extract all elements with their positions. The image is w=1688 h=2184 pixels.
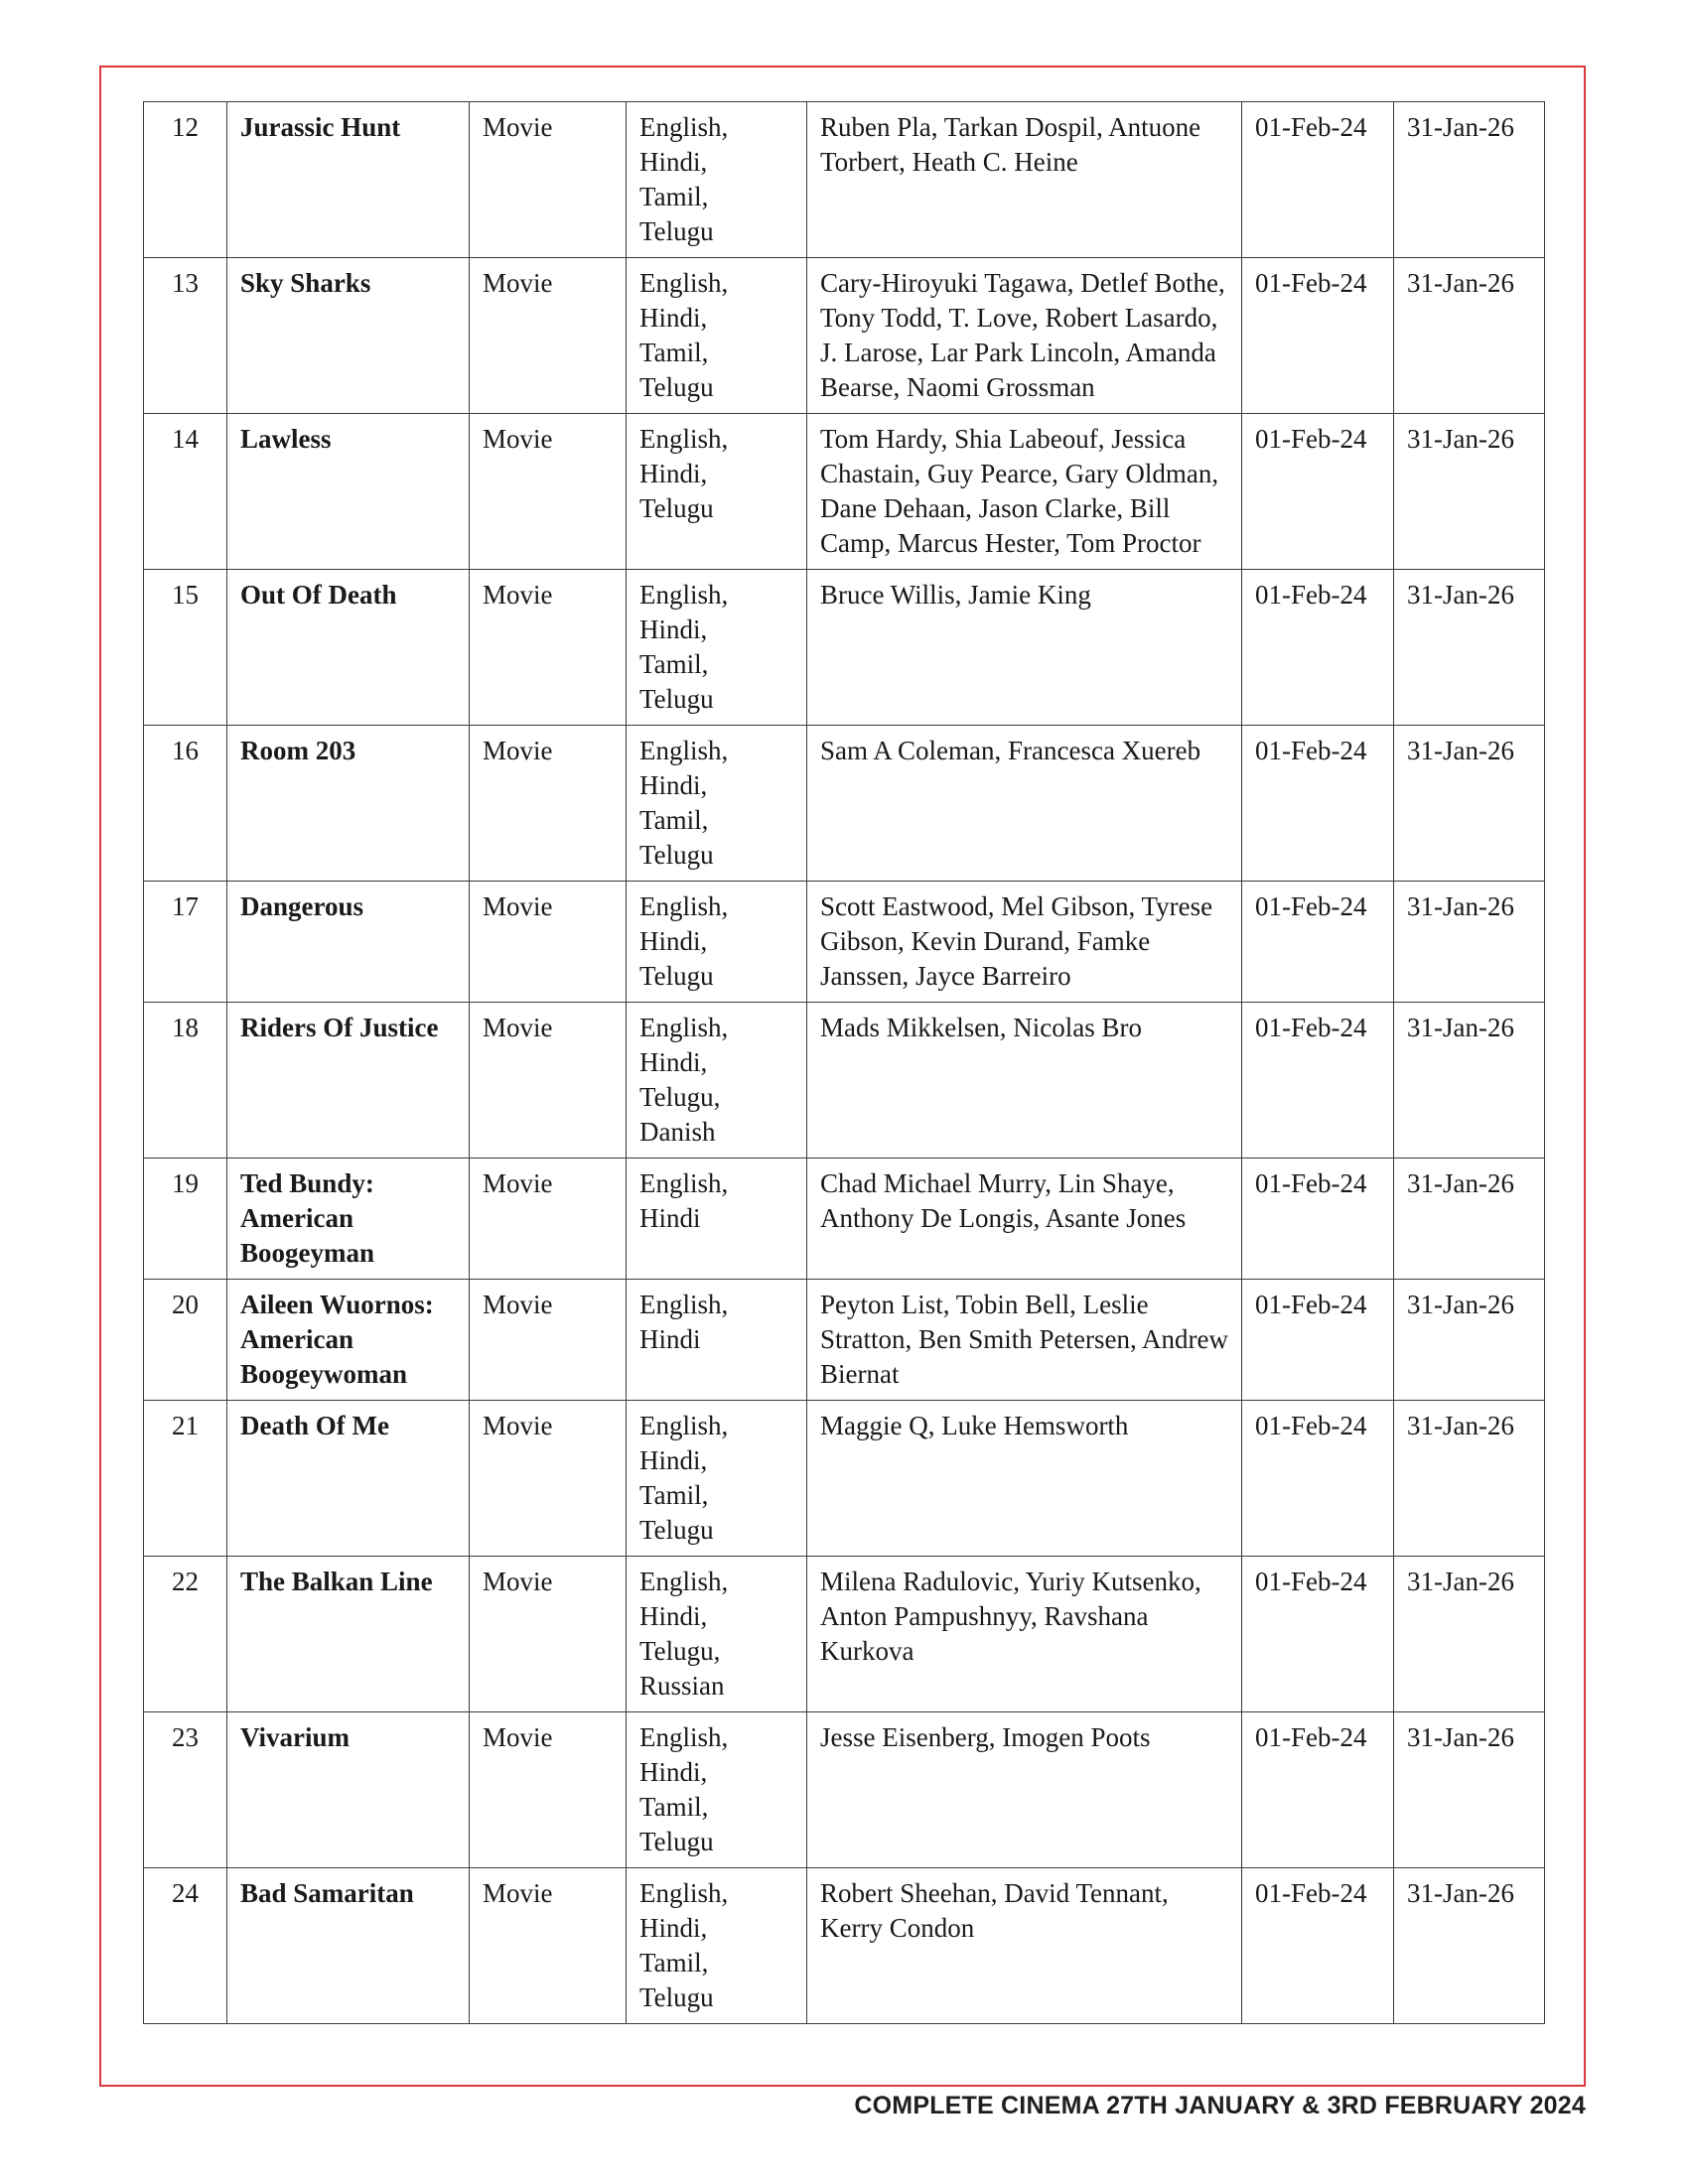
serial-number-cell: 21 — [144, 1401, 227, 1557]
serial-number-cell: 14 — [144, 414, 227, 570]
languages-cell — [627, 882, 807, 1003]
start-date-cell: 01-Feb-24 — [1242, 414, 1394, 570]
language-line: English, — [639, 1290, 729, 1319]
title-cell: Vivarium — [227, 1712, 470, 1868]
language-line: English, — [639, 580, 729, 610]
language-line: Telugu — [639, 372, 714, 402]
languages-cell — [627, 726, 807, 882]
language-line: English, — [639, 1722, 729, 1752]
start-date-cell: 01-Feb-24 — [1242, 726, 1394, 882]
title-cell: Jurassic Hunt — [227, 102, 470, 258]
cast-cell: Robert Sheehan, David Tennant, Kerry Condon — [807, 1868, 1242, 2024]
language-line: English, — [639, 736, 729, 765]
languages-cell — [627, 1280, 807, 1401]
language-line: Telugu — [639, 216, 714, 246]
type-cell: Movie — [470, 1712, 627, 1868]
title-cell: Death Of Me — [227, 1401, 470, 1557]
table-row — [144, 102, 1545, 258]
language-line: English, — [639, 1878, 729, 1908]
language-line: Hindi, — [639, 303, 708, 333]
serial-number-cell: 13 — [144, 258, 227, 414]
end-date-cell: 31-Jan-26 — [1394, 258, 1545, 414]
language-line: English, — [639, 1411, 729, 1440]
table-row — [144, 726, 1545, 882]
language-line: English, — [639, 891, 729, 921]
languages-cell — [627, 414, 807, 570]
title-cell: Out Of Death — [227, 570, 470, 726]
language-line: Telugu, — [639, 1636, 721, 1666]
languages-cell — [627, 258, 807, 414]
title-cell: Bad Samaritan — [227, 1868, 470, 2024]
end-date-cell: 31-Jan-26 — [1394, 1712, 1545, 1868]
cast-cell: Milena Radulovic, Yuriy Kutsenko, Anton Pampushnyy, Ravshana Kurkova — [807, 1557, 1242, 1712]
end-date-cell: 31-Jan-26 — [1394, 102, 1545, 258]
cast-cell: Bruce Willis, Jamie King — [807, 570, 1242, 726]
table-row — [144, 1280, 1545, 1401]
title-cell: Dangerous — [227, 882, 470, 1003]
start-date-cell: 01-Feb-24 — [1242, 102, 1394, 258]
cast-cell: Peyton List, Tobin Bell, Leslie Stratton, Ben Smith Petersen, Andrew Biernat — [807, 1280, 1242, 1401]
table-row — [144, 1868, 1545, 2024]
language-line: Telugu — [639, 961, 714, 991]
cast-cell: Ruben Pla, Tarkan Dospil, Antuone Torbert, Heath C. Heine — [807, 102, 1242, 258]
languages-cell — [627, 1868, 807, 2024]
language-line: Hindi, — [639, 459, 708, 488]
languages-cell — [627, 1401, 807, 1557]
serial-number-cell: 23 — [144, 1712, 227, 1868]
language-line: Hindi, — [639, 1601, 708, 1631]
content-listing-table — [143, 101, 1545, 2024]
language-line: Tamil, — [639, 649, 709, 679]
end-date-cell: 31-Jan-26 — [1394, 414, 1545, 570]
end-date-cell: 31-Jan-26 — [1394, 1401, 1545, 1557]
table-row — [144, 1401, 1545, 1557]
language-line: Hindi, — [639, 1445, 708, 1475]
serial-number-cell: 20 — [144, 1280, 227, 1401]
language-line: Tamil, — [639, 182, 709, 211]
end-date-cell: 31-Jan-26 — [1394, 1868, 1545, 2024]
serial-number-cell: 18 — [144, 1003, 227, 1159]
end-date-cell: 31-Jan-26 — [1394, 1557, 1545, 1712]
start-date-cell: 01-Feb-24 — [1242, 1557, 1394, 1712]
language-line: Hindi, — [639, 770, 708, 800]
language-line: English, — [639, 112, 729, 142]
table-row — [144, 882, 1545, 1003]
type-cell: Movie — [470, 1159, 627, 1280]
start-date-cell: 01-Feb-24 — [1242, 258, 1394, 414]
start-date-cell: 01-Feb-24 — [1242, 1401, 1394, 1557]
type-cell: Movie — [470, 1557, 627, 1712]
type-cell: Movie — [470, 570, 627, 726]
end-date-cell: 31-Jan-26 — [1394, 1280, 1545, 1401]
cast-cell: Cary-Hiroyuki Tagawa, Detlef Bothe, Tony Todd, T. Love, Robert Lasardo, J. Larose, Lar Park Lincoln, Amanda Bearse, Naomi Grossman — [807, 258, 1242, 414]
title-cell: Riders Of Justice — [227, 1003, 470, 1159]
start-date-cell: 01-Feb-24 — [1242, 1003, 1394, 1159]
serial-number-cell: 17 — [144, 882, 227, 1003]
language-line: Telugu — [639, 493, 714, 523]
language-line: Hindi, — [639, 147, 708, 177]
serial-number-cell: 19 — [144, 1159, 227, 1280]
language-line: Telugu — [639, 1827, 714, 1856]
cast-cell: Sam A Coleman, Francesca Xuereb — [807, 726, 1242, 882]
start-date-cell: 01-Feb-24 — [1242, 570, 1394, 726]
end-date-cell: 31-Jan-26 — [1394, 1159, 1545, 1280]
cast-cell: Tom Hardy, Shia Labeouf, Jessica Chastain, Guy Pearce, Gary Oldman, Dane Dehaan, Jason Clarke, Bill Camp, Marcus Hester, Tom Proctor — [807, 414, 1242, 570]
table-row — [144, 1557, 1545, 1712]
title-cell: Aileen Wuornos: American Boogeywoman — [227, 1280, 470, 1401]
title-cell: The Balkan Line — [227, 1557, 470, 1712]
title-cell: Lawless — [227, 414, 470, 570]
languages-cell — [627, 570, 807, 726]
languages-cell — [627, 1557, 807, 1712]
cast-cell: Maggie Q, Luke Hemsworth — [807, 1401, 1242, 1557]
title-cell: Sky Sharks — [227, 258, 470, 414]
serial-number-cell: 12 — [144, 102, 227, 258]
start-date-cell: 01-Feb-24 — [1242, 1159, 1394, 1280]
start-date-cell: 01-Feb-24 — [1242, 1712, 1394, 1868]
language-line: Danish — [639, 1117, 716, 1147]
type-cell: Movie — [470, 1003, 627, 1159]
type-cell: Movie — [470, 1868, 627, 2024]
serial-number-cell: 22 — [144, 1557, 227, 1712]
end-date-cell: 31-Jan-26 — [1394, 570, 1545, 726]
footer-title: COMPLETE CINEMA 27TH JANUARY & 3RD FEBRUARY 2024 — [854, 2092, 1586, 2119]
cast-cell: Mads Mikkelsen, Nicolas Bro — [807, 1003, 1242, 1159]
language-line: English, — [639, 1013, 729, 1042]
language-line: English, — [639, 424, 729, 454]
language-line: Hindi, — [639, 1913, 708, 1943]
start-date-cell: 01-Feb-24 — [1242, 882, 1394, 1003]
end-date-cell: 31-Jan-26 — [1394, 882, 1545, 1003]
language-line: Tamil, — [639, 338, 709, 367]
language-line: Tamil, — [639, 1948, 709, 1978]
language-line: Telugu, — [639, 1082, 721, 1112]
languages-cell — [627, 102, 807, 258]
language-line: Hindi — [639, 1324, 701, 1354]
language-line: English, — [639, 1567, 729, 1596]
title-cell: Room 203 — [227, 726, 470, 882]
language-line: Tamil, — [639, 805, 709, 835]
cast-cell: Chad Michael Murry, Lin Shaye, Anthony De Longis, Asante Jones — [807, 1159, 1242, 1280]
language-line: Russian — [639, 1671, 725, 1701]
language-line: English, — [639, 268, 729, 298]
language-line: Hindi — [639, 1203, 701, 1233]
language-line: Telugu — [639, 840, 714, 870]
language-line: English, — [639, 1168, 729, 1198]
language-line: Telugu — [639, 1515, 714, 1545]
type-cell: Movie — [470, 1280, 627, 1401]
languages-cell — [627, 1159, 807, 1280]
language-line: Telugu — [639, 1982, 714, 2012]
language-line: Hindi, — [639, 1047, 708, 1077]
start-date-cell: 01-Feb-24 — [1242, 1868, 1394, 2024]
type-cell: Movie — [470, 102, 627, 258]
table-row — [144, 414, 1545, 570]
listing-table-body — [144, 102, 1545, 2024]
table-row — [144, 258, 1545, 414]
serial-number-cell: 24 — [144, 1868, 227, 2024]
start-date-cell: 01-Feb-24 — [1242, 1280, 1394, 1401]
type-cell: Movie — [470, 726, 627, 882]
language-line: Tamil, — [639, 1792, 709, 1822]
table-row — [144, 1712, 1545, 1868]
table-row — [144, 1159, 1545, 1280]
type-cell: Movie — [470, 882, 627, 1003]
type-cell: Movie — [470, 1401, 627, 1557]
language-line: Hindi, — [639, 1757, 708, 1787]
cast-cell: Jesse Eisenberg, Imogen Poots — [807, 1712, 1242, 1868]
languages-cell — [627, 1712, 807, 1868]
cast-cell: Scott Eastwood, Mel Gibson, Tyrese Gibson, Kevin Durand, Famke Janssen, Jayce Barreiro — [807, 882, 1242, 1003]
type-cell: Movie — [470, 258, 627, 414]
table-row — [144, 570, 1545, 726]
language-line: Tamil, — [639, 1480, 709, 1510]
type-cell: Movie — [470, 414, 627, 570]
language-line: Telugu — [639, 684, 714, 714]
end-date-cell: 31-Jan-26 — [1394, 1003, 1545, 1159]
table-row — [144, 1003, 1545, 1159]
end-date-cell: 31-Jan-26 — [1394, 726, 1545, 882]
serial-number-cell: 16 — [144, 726, 227, 882]
serial-number-cell: 15 — [144, 570, 227, 726]
languages-cell — [627, 1003, 807, 1159]
title-cell: Ted Bundy: American Boogeyman — [227, 1159, 470, 1280]
language-line: Hindi, — [639, 614, 708, 644]
language-line: Hindi, — [639, 926, 708, 956]
